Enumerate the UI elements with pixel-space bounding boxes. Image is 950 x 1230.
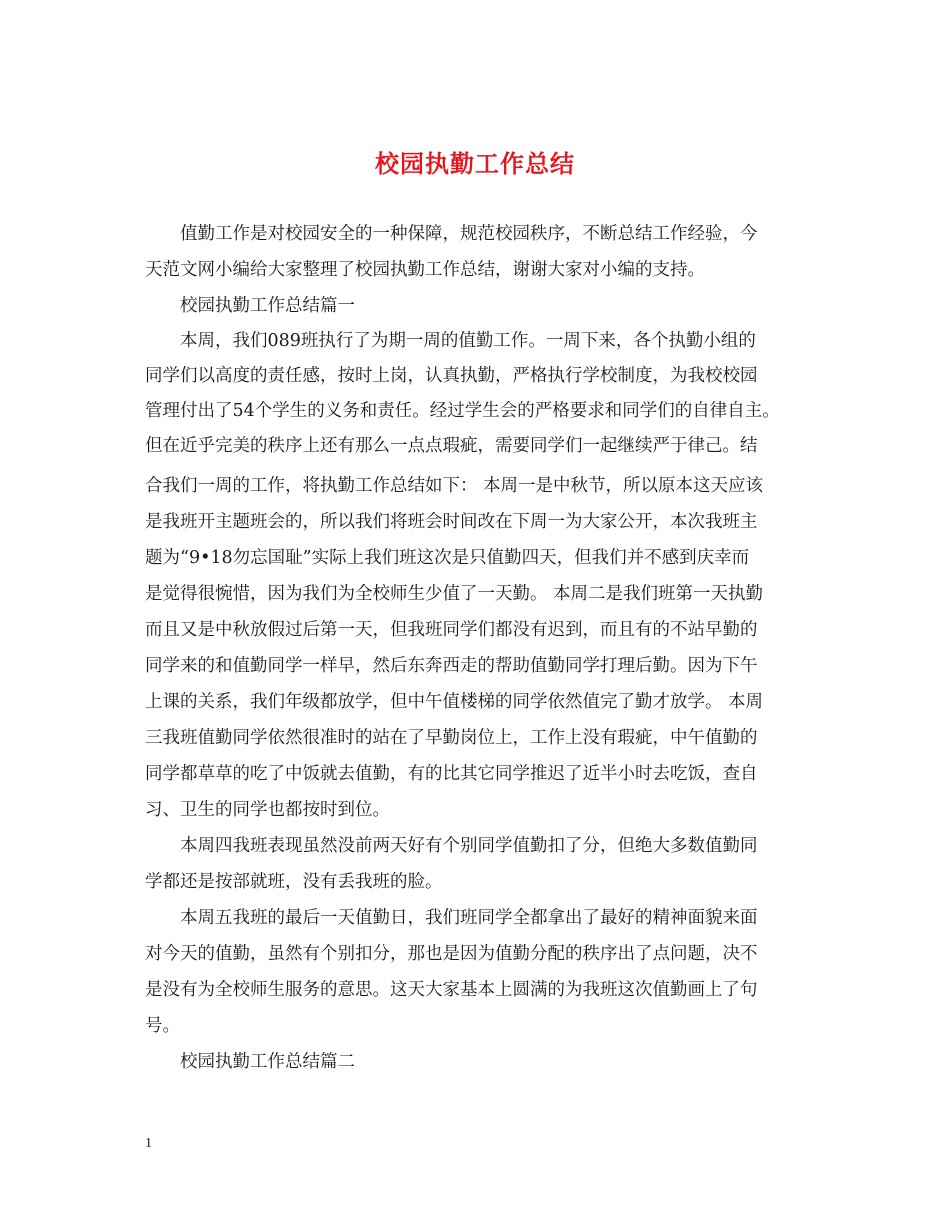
paragraph-line: 值勤工作是对校园安全的一种保障，规范校园秩序，不断总结工作经验，今 [180, 224, 758, 244]
paragraph-line: 本周五我班的最后一天值勤日，我们班同学全都拿出了最好的精神面貌来面 [180, 908, 758, 928]
paragraph-line: 是没有为全校师生服务的意思。这天大家基本上圆满的为我班这次值勤画上了句 [145, 980, 758, 1000]
paragraph-line: 同学来的和值勤同学一样早，然后东奔西走的帮助值勤同学打理后勤。因为下午 [145, 656, 758, 676]
paragraph-line: 习、卫生的同学也都按时到位。 [145, 800, 390, 820]
paragraph-line: 三我班值勤同学依然很准时的站在了早勤岗位上，工作上没有瑕疵，中午值勤的 [145, 728, 758, 748]
paragraph-line: 号。 [145, 1016, 180, 1036]
paragraph-line: 学都还是按部就班，没有丢我班的脸。 [145, 872, 443, 892]
paragraph-line: 但在近乎完美的秩序上还有那么一点点瑕疵，需要同学们一起继续严于律己。结 [145, 436, 758, 456]
paragraph-line: 对今天的值勤，虽然有个别扣分，那也是因为值勤分配的秩序出了点问题，决不 [145, 944, 758, 964]
section-heading: 校园执勤工作总结篇二 [180, 1052, 355, 1072]
paragraph-line: 本周四我班表现虽然没前两天好有个别同学值勤扣了分，但绝大多数值勤同 [180, 836, 758, 856]
paragraph-line: 本周，我们089班执行了为期一周的值勤工作。一周下来，各个执勤小组的 [180, 331, 756, 351]
page-number: 1 [145, 1136, 152, 1151]
section-heading: 校园执勤工作总结篇一 [180, 296, 355, 316]
paragraph-line: 是觉得很惋惜，因为我们为全校师生少值了一天勤。 本周二是我们班第一天执勤 [145, 584, 764, 604]
paragraph-line: 管理付出了54个学生的义务和责任。经过学生会的严格要求和同学们的自律自主。 [145, 401, 780, 421]
paragraph-line: 是我班开主题班会的，所以我们将班会时间改在下周一为大家公开，本次我班主 [145, 512, 758, 532]
paragraph-line: 而且又是中秋放假过后第一天，但我班同学们都没有迟到，而且有的不站早勤的 [145, 620, 758, 640]
paragraph-line: 天范文网小编给大家整理了校园执勤工作总结，谢谢大家对小编的支持。 [145, 260, 705, 280]
paragraph-line: 合我们一周的工作，将执勤工作总结如下： 本周一是中秋节，所以原本这天应该 [145, 476, 764, 496]
page-title: 校园执勤工作总结 [375, 149, 575, 178]
paragraph-line: 题为“9•18勿忘国耻”实际上我们班这次是只值勤四天，但我们并不感到庆幸而 [145, 548, 750, 568]
paragraph-line: 同学们以高度的责任感，按时上岗，认真执勤，严格执行学校制度，为我校校园 [145, 366, 758, 386]
paragraph-line: 同学都草草的吃了中饭就去值勤，有的比其它同学推迟了近半小时去吃饭，查自 [145, 764, 758, 784]
paragraph-line: 上课的关系，我们年级都放学，但中午值楼梯的同学依然值完了勤才放学。 本周 [145, 692, 764, 712]
